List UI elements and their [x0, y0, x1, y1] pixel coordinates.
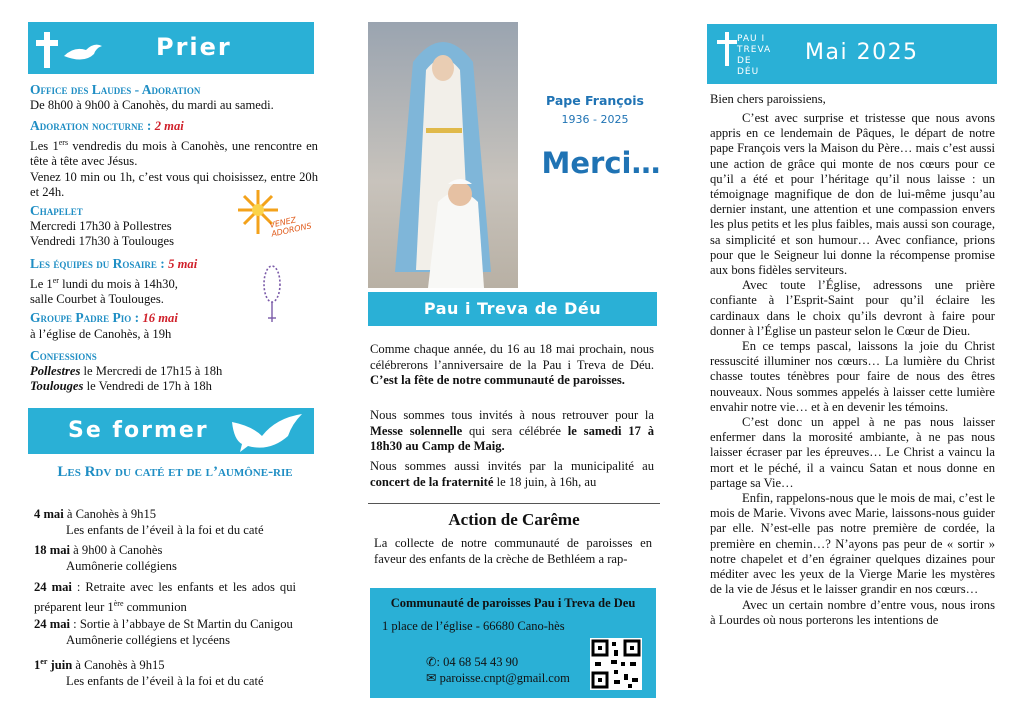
careme-title: Action de Carême — [448, 510, 580, 529]
contact-box — [370, 588, 656, 698]
padre-pio-date: 16 mai — [142, 311, 178, 325]
event-5: 1er juin à Canohès à 9h15 Les enfants de l’éveil à la foi et du caté — [34, 657, 264, 688]
event-4: 24 mai : Sortie à l’abbaye de St Martin du Canigou Aumônerie collégiens et lycéens — [34, 617, 293, 647]
date-title: Mai 2025 — [805, 40, 919, 65]
letter-body — [710, 111, 995, 628]
adoration-text: Les 1ers vendredis du mois à Canohès, une rencontre en tête à tête avec Jésus. — [30, 137, 318, 169]
rosary-icon — [260, 262, 284, 332]
rdv-title: Les Rdv du caté et de l’aumône-rie — [57, 464, 293, 480]
letter-paragraph-6: Avec un certain nombre d’entre vous, nous irons à Lourdes où nous porterons les intentions de — [710, 597, 995, 627]
rosaire-block — [30, 256, 260, 308]
adoration-title: Adoration nocturne : — [30, 118, 155, 133]
letter-paragraph-3: En ce temps pascal, laissons la joie du Christ ressuscité illuminer nos cœurs… La lumière du Christ chasse toutes ténèbres pour faire de nous des êtres nouveaux. Nous sommes appelés à laisser cette lumière envahir notre vie… et à en devenir les témoins. — [710, 339, 995, 414]
left-column — [0, 0, 340, 723]
middle-column — [340, 0, 685, 723]
venez-adorons-text: VENEZ ADORONS — [268, 215, 313, 239]
pau-treva-logo-cross-icon — [715, 32, 739, 66]
padre-pio-line: à l’église de Canohès, à 19h — [30, 326, 172, 341]
event-1: 4 mai à Canohès à 9h15 Les enfants de l’éveil à la foi et du caté — [34, 507, 264, 537]
pope-photo — [368, 22, 518, 288]
confessions-title: Confessions — [30, 348, 97, 363]
padre-pio-title: Groupe Padre Pio : — [30, 310, 143, 325]
letter-paragraph-2: Avec toute l’Église, adressons une prière confiante à l’Esprit-Saint pour qu’il éclaire les cardinaux dans le choix qu’ils devront à faire pour donner à l’Église un pasteur selon le Cœur de Dieu. — [710, 278, 995, 338]
pau-treva-title: Pau i Treva de Déu — [423, 299, 602, 318]
se-former-title: Se former — [68, 418, 209, 443]
pau-treva-logo-text: PAU I TREVA DE DÉU — [737, 34, 772, 77]
contact-address: 1 place de l’église - 66680 Cano-hès — [382, 619, 565, 633]
merci-title: Merci… — [541, 146, 661, 180]
pau-paragraph-1: Comme chaque année, du 16 au 18 mai prochain, nous célébrerons l’anniversaire de la Pau i Treva de Déu. C’est la fête de notre communauté de paroisses. — [370, 342, 654, 387]
laudes-text: De 8h00 à 9h00 à Canohès, du mardi au samedi. — [30, 97, 274, 112]
venez-adorons-logo — [236, 188, 316, 244]
qr-code-icon — [590, 638, 642, 690]
chapelet-title: Chapelet — [30, 203, 83, 218]
rosaire-date: 5 mai — [168, 257, 198, 271]
confessions-block — [30, 348, 320, 395]
confessions-line-1: Pollestres le Mercredi de 17h15 à 18h — [30, 363, 223, 378]
rosaire-line-1: Le 1er lundi du mois à 14h30, — [30, 275, 178, 291]
chapelet-line-1: Mercredi 17h30 à Pollestres — [30, 218, 172, 233]
se-former-banner — [28, 408, 314, 454]
letter-paragraph-1: C’est avec surprise et tristesse que nous avons appris en ce lendemain de Pâques, le départ de notre pape François vers la Maison du Père… mais c’est aussi une action de grâce qui monte de nos cœurs pour ce qu’il a été et pour l’héritage qu’il nous laisse : un témoignage magnifique de don de lui-même jusqu’au dernier instant, une attention et une compassion envers les plus petits et les plus faibles, mais aussi son courage, sa simplicité et son humour… Avec confiance, prions pour que le Seigneur lui donne la récompense promise aux bons fidèles serviteurs. — [710, 111, 995, 278]
pope-years: 1936 - 2025 — [561, 113, 629, 126]
rosaire-line-2: salle Courbet à Toulouges. — [30, 292, 164, 307]
careme-text: La collecte de notre communauté de paroisses en faveur des enfants de la crèche de Bethléem a rap- — [374, 536, 652, 566]
adoration-date: 2 mai — [154, 119, 184, 133]
chapelet-line-2: Vendredi 17h30 à Toulouges — [30, 234, 175, 248]
letter-paragraph-4: C’est donc un appel à ne pas nous laisser enfermer dans la morosité ambiante, à ne pas nous laisser écraser par les épreuves… Le Christ a vaincu la mort et le péché, il a vaincu Satan et nous donne en partage sa Vie… — [710, 415, 995, 490]
adoration-text-2: Venez 10 min ou 1h, c’est vous qui choisissez, entre 20h et 24h. — [30, 169, 318, 200]
pope-name: Pape François — [546, 93, 644, 108]
letter-paragraph-5: Enfin, rappelons-nous que le mois de mai, c’est le mois de Marie. Vivons avec Marie, laissons-nous guider par elle. N’est-elle pas notre première de cordée, la première en chemin…? N’ayons pas peur de « sortir » notre chapelet et d’en égrainer quelques dizaines pour méditer avec les yeux de la Vierge Marie les mystères de la vie de Jésus et le laisser grandir en nos cœurs… — [710, 491, 995, 597]
laudes-title: Office des Laudes - Adoration — [30, 82, 201, 97]
contact-title: Communauté de paroisses Pau i Treva de Deu — [390, 596, 636, 610]
date-banner — [707, 24, 997, 84]
virgin-mary-statue-image — [368, 22, 518, 288]
rosaire-title: Les équipes du Rosaire : — [30, 256, 169, 271]
pau-treva-banner — [368, 292, 657, 326]
right-column — [685, 0, 1024, 723]
event-3: 24 mai : Retraite avec les enfants et les ados qui préparent leur 1ère communion — [34, 580, 296, 614]
contact-phone: ✆: 04 68 54 43 90 — [426, 655, 519, 669]
chapelet-block — [30, 203, 230, 250]
contact-email: ✉ paroisse.cnpt@gmail.com — [426, 671, 570, 685]
laudes-block — [30, 82, 320, 113]
pau-paragraph-2: Nous sommes tous invités à nous retrouver pour la Messe solennelle qui sera célébrée le samedi 17 à 18h30 au Camp de Maig. — [370, 408, 654, 453]
padre-pio-block — [30, 310, 260, 342]
event-2: 18 mai à 9h00 à Canohès Aumônerie collégiens — [34, 543, 177, 573]
confessions-line-2: Toulouges le Vendredi de 17h à 18h — [30, 379, 212, 393]
dove-icon — [228, 408, 308, 454]
careme-divider — [368, 503, 660, 504]
pau-paragraph-3: Nous sommes aussi invités par la municipalité au concert de la fraternité le 18 juin, à 16h, au — [370, 459, 654, 489]
greeting: Bien chers paroissiens, — [710, 92, 826, 106]
prier-banner — [28, 22, 314, 74]
prier-title: Prier — [156, 33, 232, 61]
cross-dove-icon — [30, 22, 110, 74]
